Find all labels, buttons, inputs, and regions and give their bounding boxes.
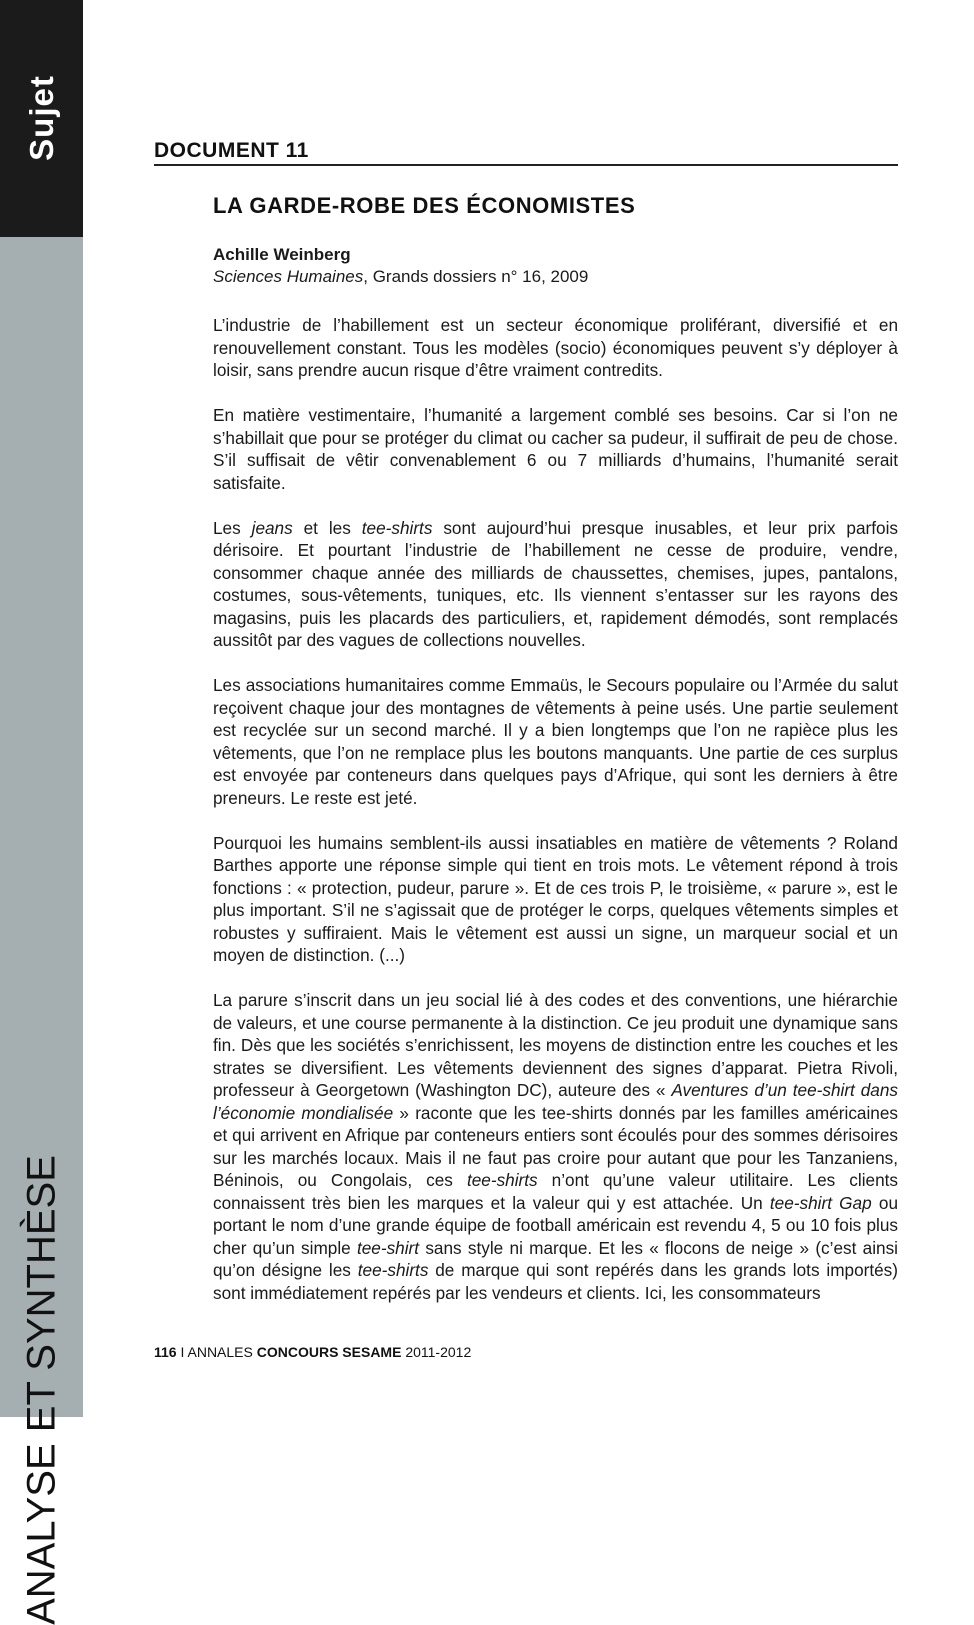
text-run: Les associations humanitaires comme Emmaüs, le Secours populaire ou l’Armée du salut reçoivent chaque jour des montagnes de vêtements à peine usés. Une partie seulement est recyclée sur un second marché. Il y a bien longtemps que l’on ne rapièce plus les vêtements, que l’on ne remplace plus les boutons manquants. Une partie de ces surplus est envoyée par conteneurs dans quelques pays d’Afrique, qui sont les derniers à être preneurs. Le reste est jeté.: [213, 675, 898, 808]
text-run: Les: [213, 517, 252, 538]
article-paragraph: [213, 404, 898, 494]
article-title: LA GARDE-ROBE DES ÉCONOMISTES: [213, 193, 636, 218]
footer-concours: CONCOURS SESAME: [256, 1344, 402, 1360]
text-run: En matière vestimentaire, l’humanité a largement comblé ses besoins. Car si l’on ne s’habillait que pour se protéger du climat ou cacher sa pudeur, il suffirait de peu de chose. S’il suffisait de vêtir convenablement 6 ou 7 milliards d’humains, l’humanité serait satisfaite.: [213, 405, 898, 493]
italic-text: tee-shirts: [361, 517, 433, 538]
italic-text: tee-shirt: [356, 1237, 420, 1258]
italic-text: tee-shirt Gap: [769, 1192, 872, 1213]
article-body: [213, 314, 898, 1327]
source-publication: Sciences Humaines: [213, 267, 364, 286]
article-paragraph: [213, 674, 898, 809]
text-run: sont aujourd’hui presque inusables, et leur prix parfois dérisoire. Et pourtant l’industrie de l’habillement ne cesse de produire, vendre, consommer chaque année des milliards de chaussettes, chemises, jupes, pantalons, costumes, sous-vêtements, tuniques, etc. Ils viennent s’entasser sur les rayons des magasins, puis les placards des particuliers, et, rapidement démodés, sont remplacés aussitôt par des vagues de collections nouvelles.: [213, 517, 898, 650]
text-run: sans style ni marque. Et les « flocons de neige » (c’est ainsi qu’on désigne les: [213, 1237, 898, 1280]
document-label: DOCUMENT 11: [154, 139, 309, 162]
italic-text: Aventures d’un tee-shirt dans l’économie mondialisée: [213, 1080, 898, 1123]
italic-text: jeans: [251, 517, 293, 538]
text-run: n’ont qu’une valeur utilitaire. Les clients connaissent très bien les marques et la valeur qui y est attachée. Un: [213, 1170, 899, 1213]
document-divider: [154, 164, 898, 166]
text-run: de marque qui sont repérés dans les grands lots importés) sont immédiatement repérés par les vendeurs et clients. Ici, les consommateurs: [213, 1260, 899, 1303]
text-run: ou portant le nom d’une grande équipe de football américain est revendu 4, 5 ou 10 fois plus cher qu’un simple: [213, 1192, 898, 1258]
italic-text: tee-shirts: [357, 1260, 429, 1280]
article-paragraph: [213, 517, 898, 652]
sidebar-bottom-band: [0, 237, 83, 1625]
text-run: La parure s’inscrit dans un jeu social lié à des codes et des conventions, une hiérarchie de valeurs, et une course permanente à la distinction. Ce jeu produit une dynamique sans fin. Dès que les sociétés s’enrichissent, les moyens de distinction entre les couches et les strates se diversifient. Les vêtements deviennent des signes d’apparat. Pietra Rivoli, professeur à Georgetown (Washington DC), auteure des «: [213, 990, 898, 1100]
article-author: Achille Weinberg: [213, 245, 351, 264]
footer-years: 2011-2012: [401, 1344, 472, 1360]
sidebar-top-band: [0, 0, 83, 237]
text-run: et les: [292, 517, 362, 538]
article-paragraph: [213, 832, 898, 967]
sidebar-bottom-label: ANALYSE ET SYNTHÈSE: [19, 1155, 64, 1625]
page-number: 116: [154, 1344, 177, 1360]
sidebar-top-label: Sujet: [23, 75, 60, 161]
article-source: [213, 267, 588, 287]
text-run: Pourquoi les humains semblent-ils aussi insatiables en matière de vêtements ? Roland Barthes apporte une réponse simple qui tient en trois mots. Le vêtement répond à trois fonctions : « protection, pudeur, parure ». Et de ces trois P, le troisième, « parure », est le plus important. S’il ne s’agissait que de protéger le corps, quelques vêtements simples et robustes y suffiraient. Mais le vêtement est aussi un signe, un marqueur social et un moyen de distinction. (...): [213, 832, 898, 965]
text-run: L’industrie de l’habillement est un secteur économique proliférant, diversifié et en renouvellement constant. Tous les modèles (socio) économiques peuvent s’y déployer à loisir, sans prendre aucun risque d’être vraiment contredits.: [213, 315, 898, 380]
article-paragraph: [213, 989, 898, 1304]
footer-annales: ANNALES: [187, 1344, 257, 1360]
footer-separator: I: [176, 1344, 188, 1360]
italic-text: tee-shirts: [466, 1170, 538, 1190]
article-paragraph: [213, 314, 898, 382]
text-run: » raconte que les tee-shirts donnés par les familles américaines et qui arrivent en Afrique par conteneurs entiers sont écoulés pour des sommes dérisoires sur les marchés locaux. Mais il ne faut pas croire pour autant que pour les Tanzaniens, Béninois, ou Congolais, ces: [213, 1102, 899, 1190]
page-footer: [154, 1344, 471, 1360]
source-detail: , Grands dossiers n° 16, 2009: [363, 267, 589, 286]
